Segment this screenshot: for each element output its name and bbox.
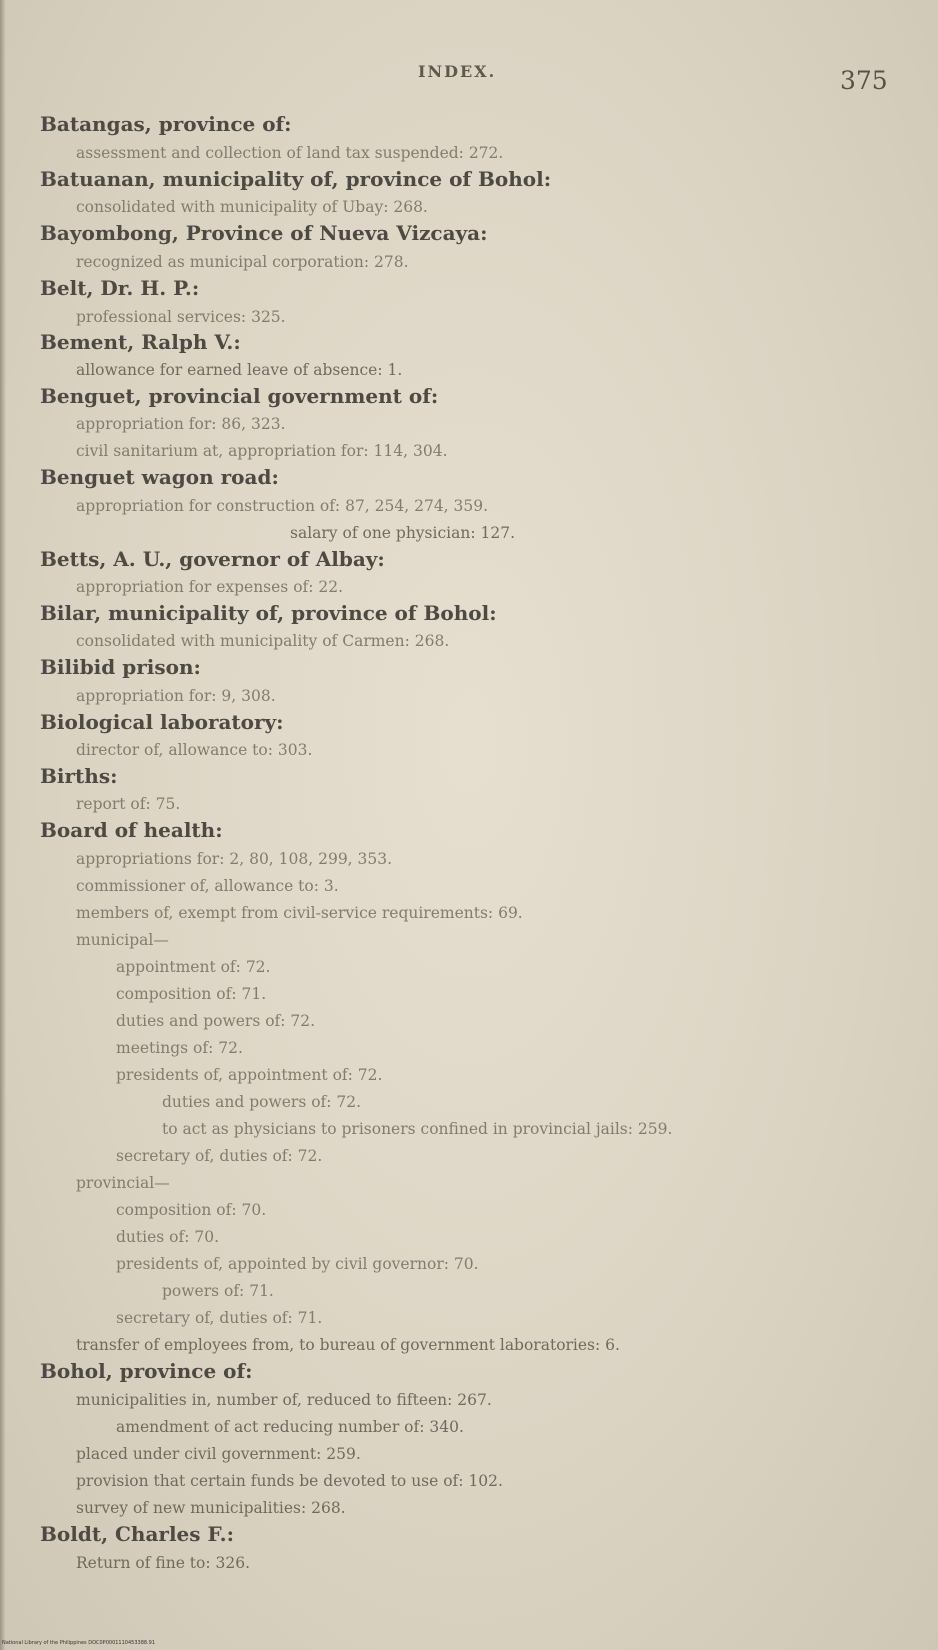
index-heading: Benguet wagon road: [40, 465, 279, 489]
index-heading: Bement, Ralph V.: [40, 330, 241, 354]
index-subentry: secretary of, duties of: 71. [116, 1309, 323, 1327]
index-subentry: report of: 75. [76, 795, 181, 813]
index-subentry: consolidated with municipality of Ubay: 268. [76, 198, 428, 216]
index-subentry: civil sanitarium at, appropriation for: 114, 304. [76, 442, 448, 460]
index-heading: Bohol, province of: [40, 1359, 253, 1383]
index-subentry: placed under civil government: 259. [76, 1445, 361, 1463]
index-heading: Bilibid prison: [40, 655, 201, 679]
index-subentry: powers of: 71. [162, 1282, 274, 1300]
index-subentry: provincial— [76, 1174, 170, 1192]
page-number: 375 [840, 66, 888, 95]
index-subentry: duties and powers of: 72. [116, 1012, 316, 1030]
index-subentry: appropriation for expenses of: 22. [76, 578, 344, 596]
index-subentry: municipal— [76, 931, 169, 949]
index-subentry: presidents of, appointed by civil governor: 70. [116, 1255, 479, 1273]
index-heading: Bilar, municipality of, province of Bohol: [40, 601, 497, 625]
index-subentry: professional services: 325. [76, 308, 286, 326]
page-header-title: INDEX. [418, 62, 497, 81]
index-subentry: recognized as municipal corporation: 278. [76, 253, 409, 271]
index-heading: Board of health: [40, 818, 223, 842]
index-subentry: appropriation for construction of: 87, 254, 274, 359. [76, 497, 489, 515]
index-subentry: appointment of: 72. [116, 958, 271, 976]
index-subentry: provision that certain funds be devoted to use of: 102. [76, 1472, 503, 1490]
index-subentry: duties of: 70. [116, 1228, 220, 1246]
index-subentry: appropriations for: 2, 80, 108, 299, 353. [76, 850, 393, 868]
index-subentry: transfer of employees from, to bureau of government laboratories: 6. [76, 1336, 620, 1354]
index-subentry: composition of: 71. [116, 985, 267, 1003]
index-subentry: salary of one physician: 127. [290, 524, 515, 542]
index-subentry: allowance for earned leave of absence: 1. [76, 361, 403, 379]
index-subentry: to act as physicians to prisoners confined in provincial jails: 259. [162, 1120, 673, 1138]
index-heading: Biological laboratory: [40, 710, 284, 734]
index-heading: Batuanan, municipality of, province of Bohol: [40, 167, 552, 191]
page-binding-edge [0, 0, 6, 1650]
index-subentry: Return of fine to: 326. [76, 1554, 251, 1572]
index-heading: Betts, A. U., governor of Albay: [40, 547, 385, 571]
index-heading: Batangas, province of: [40, 112, 292, 136]
index-subentry: members of, exempt from civil-service requirements: 69. [76, 904, 523, 922]
index-subentry: meetings of: 72. [116, 1039, 243, 1057]
index-heading: Bayombong, Province of Nueva Vizcaya: [40, 221, 488, 245]
index-subentry: appropriation for: 9, 308. [76, 687, 276, 705]
index-subentry: composition of: 70. [116, 1201, 267, 1219]
index-subentry: commissioner of, allowance to: 3. [76, 877, 339, 895]
index-subentry: presidents of, appointment of: 72. [116, 1066, 383, 1084]
index-heading: Belt, Dr. H. P.: [40, 276, 200, 300]
index-subentry: municipalities in, number of, reduced to fifteen: 267. [76, 1391, 492, 1409]
scan-footer: National Library of the Philippines DOC0P0001110453388.91 [2, 1640, 156, 1646]
index-subentry: secretary of, duties of: 72. [116, 1147, 323, 1165]
index-heading: Boldt, Charles F.: [40, 1522, 235, 1546]
index-subentry: director of, allowance to: 303. [76, 741, 313, 759]
index-subentry: appropriation for: 86, 323. [76, 415, 286, 433]
index-subentry: amendment of act reducing number of: 340. [116, 1418, 464, 1436]
index-subentry: consolidated with municipality of Carmen: 268. [76, 632, 450, 650]
index-subentry: duties and powers of: 72. [162, 1093, 362, 1111]
index-subentry: assessment and collection of land tax suspended: 272. [76, 144, 504, 162]
index-heading: Births: [40, 764, 118, 788]
index-heading: Benguet, provincial government of: [40, 384, 439, 408]
index-subentry: survey of new municipalities: 268. [76, 1499, 346, 1517]
